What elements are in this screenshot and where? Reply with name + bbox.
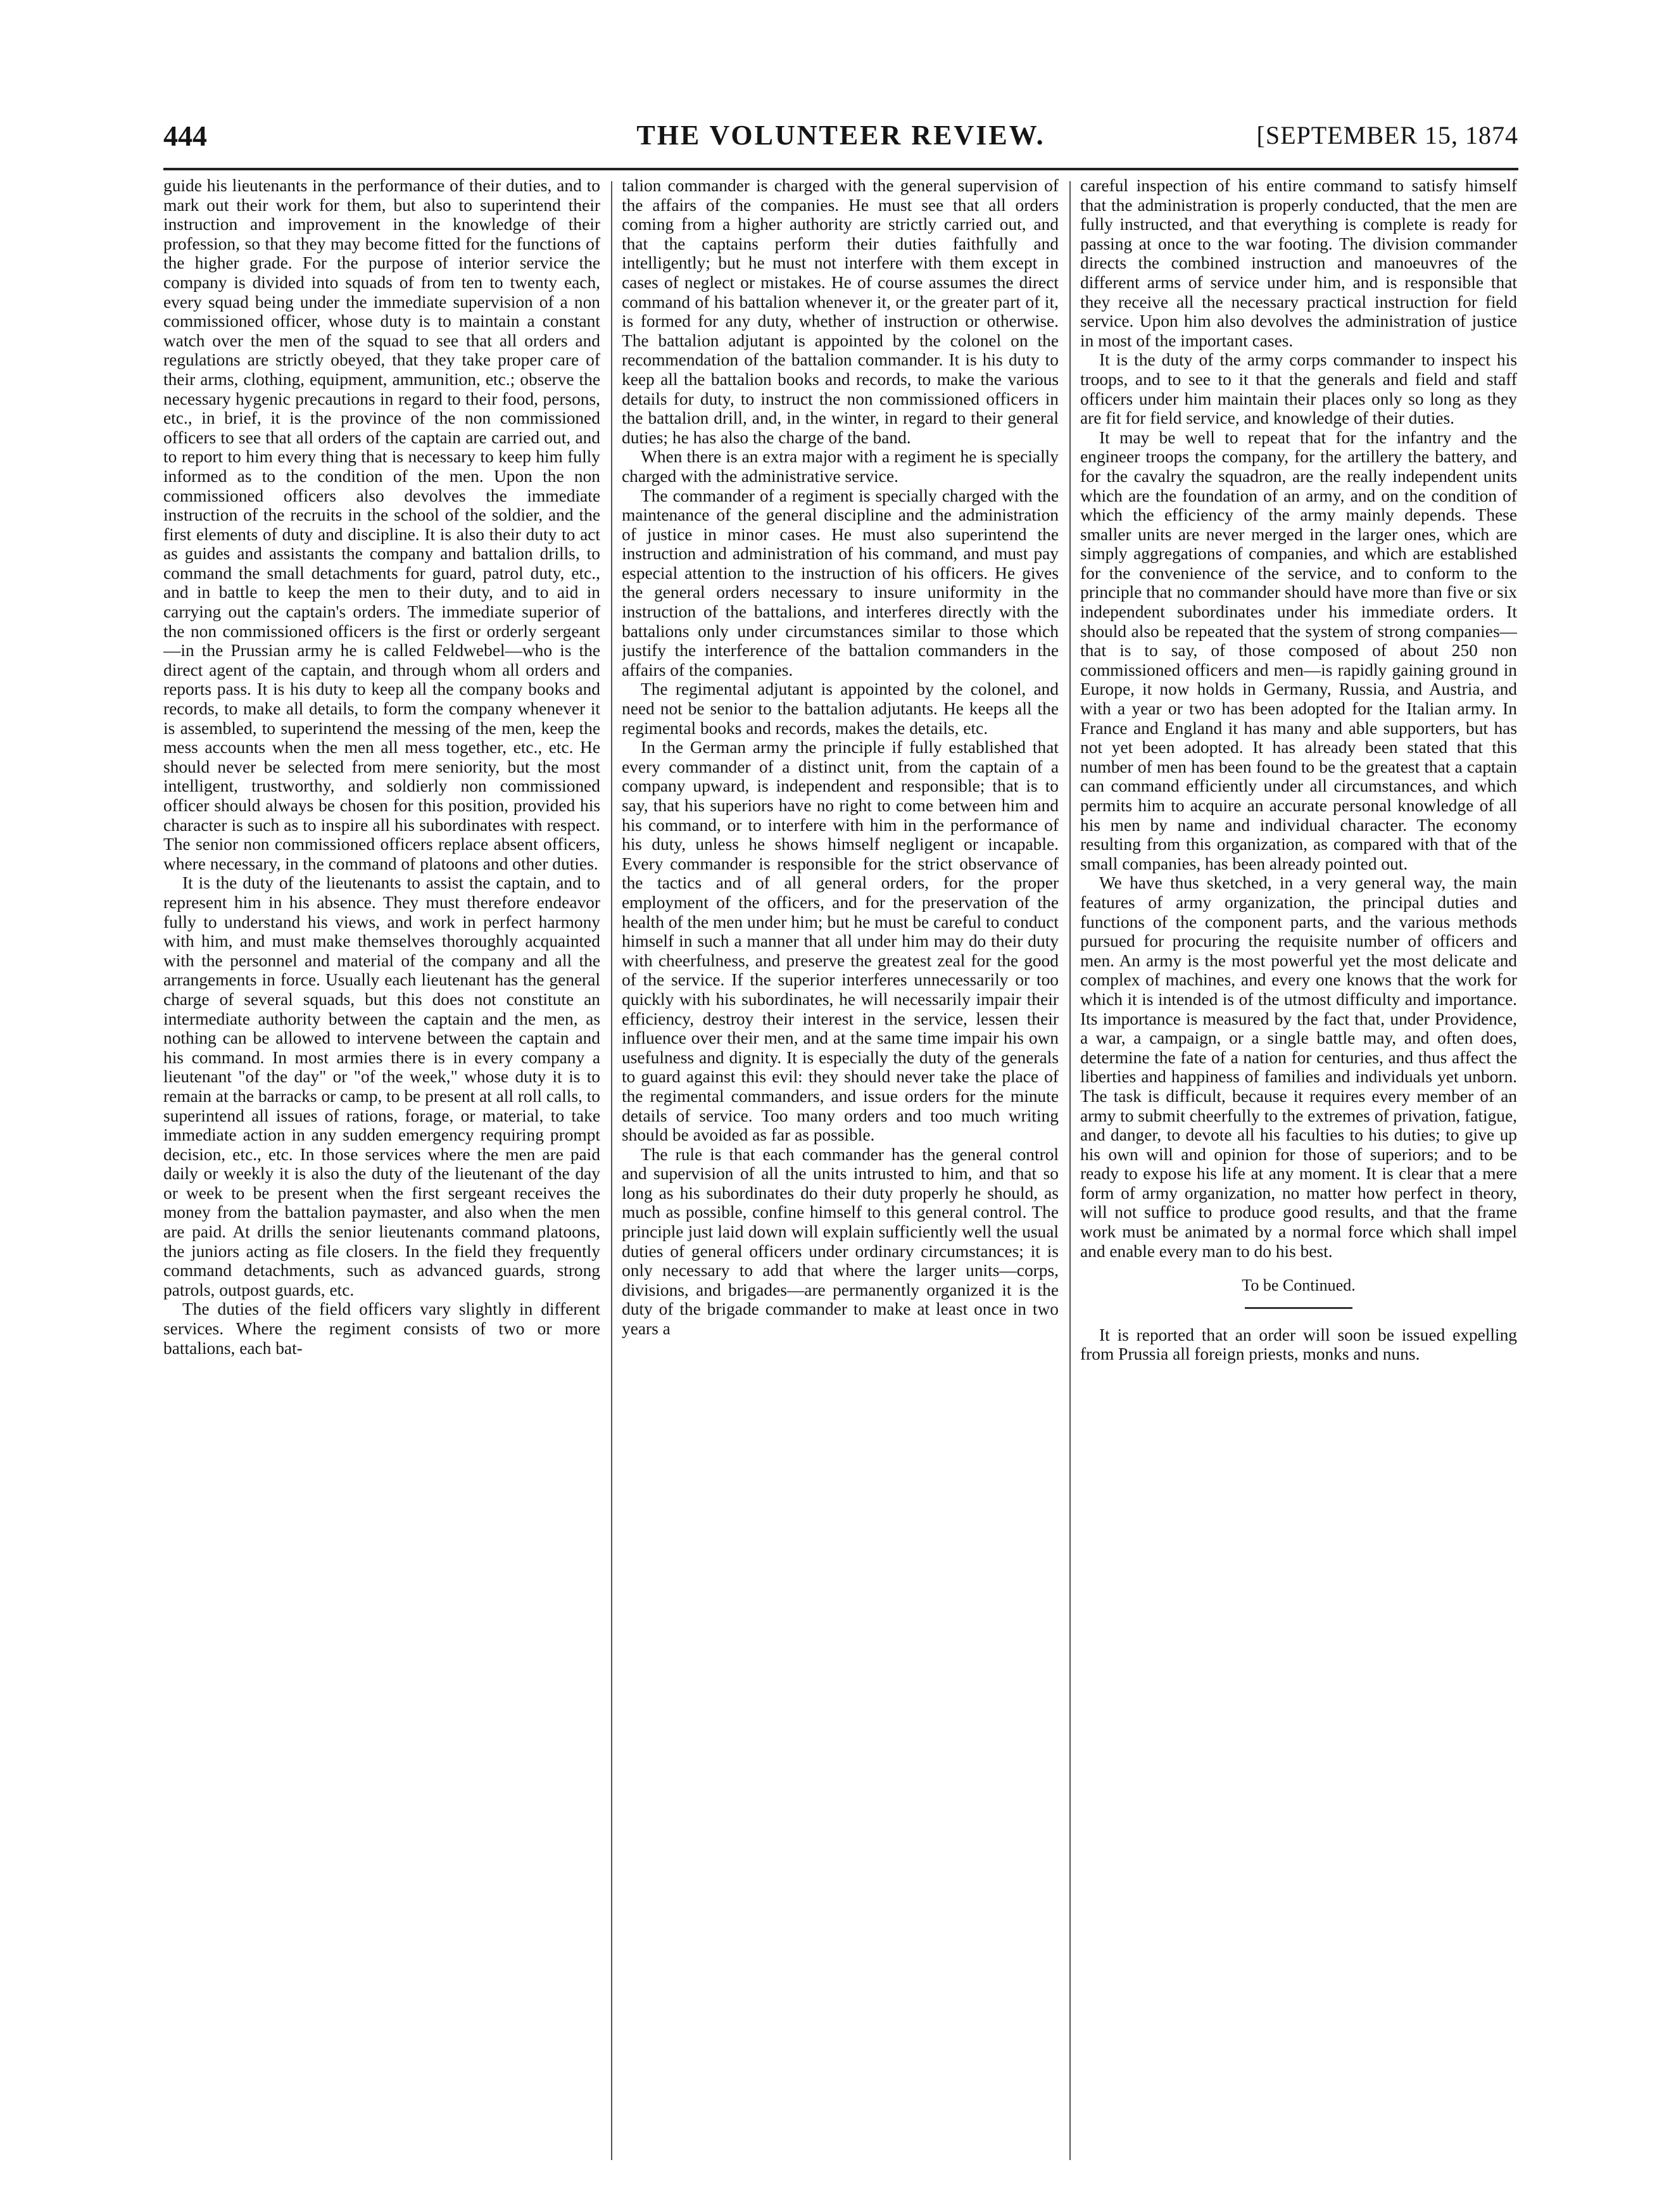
paragraph: It is the duty of the lieutenants to assist the captain, and to represent him in his absence. They must therefore endeavor fully to understand his views, and work in perfect harmony with him, and must make themselves thoroughly acquainted with the personnel and material of the company and all the arrangements in force. Usually each lieutenant has the general charge of several squads, but this does not constitute an intermediate authority between the captain and the men, as nothing can be allowed to intervene between the captain and his command. In most armies there is in every company a lieutenant "of the day" or "of the week," whose duty it is to remain at the barracks or camp, to be present at all roll calls, to superintend all issues of rations, forage, or material, to take immediate action in any sudden emergency requiring prompt decision, etc., etc. In those services where the men are paid daily or weekly it is also the duty of the lieutenant of the day or week to be present when the first sergeant receives the money from the battalion paymaster, and also when the men are paid. At drills the senior lieutenants command platoons, the juniors acting as file closers. In the field they frequently command detachments, such as advanced guards, strong patrols, outpost guards, etc.	[163, 873, 600, 1299]
paragraph: The regimental adjutant is appointed by the colonel, and need not be senior to the battalion adjutants. He keeps all the regimental books and records, makes the details, etc.	[622, 679, 1059, 738]
paragraph: The commander of a regiment is specially charged with the maintenance of the general discipline and the administration of justice in minor cases. He must also superintend the instruction and administration of his command, and must pay especial attention to the instruction of his officers. He gives the general orders necessary to insure uniformity in the instruction of the battalions, and interferes directly with the battalions only under circumstances similar to those which justify the interference of the battalion commanders in the affairs of the companies.	[622, 486, 1059, 679]
paragraph: We have thus sketched, in a very general way, the main features of army organization, the principal duties and functions of the component parts, and the various methods pursued for procuring the requisite number of officers and men. An army is the most powerful yet the most delicate and complex of machines, and every one knows that the work for which it is intended is of the utmost difficulty and importance. Its importance is measured by the fact that, under Providence, a war, a campaign, or a single battle may, and often does, determine the fate of a nation for centuries, and thus affect the liberties and happiness of families and individuals yet unborn. The task is difficult, because it requires every member of an army to submit cheerfully to the extremes of privation, fatigue, and danger, to devote all his faculties to his duties; to give up his own will and opinion for those of superiors; and to be ready to expose his life at any moment. It is clear that a mere form of army organization, no matter how perfect in theory, will not suffice to produce good results, and that the frame work must be animated by a normal force which shall impel and enable every man to do his best.	[1080, 873, 1517, 1261]
paragraph: guide his lieutenants in the performance of their duties, and to mark out their work for them, but also to superintend their instruction and improvement in the knowledge of their profession, so that they may become fitted for the functions of the higher grade. For the purpose of interior service the company is divided into squads of from ten to twenty each, every squad being under the immediate supervision of a non commissioned officer, whose duty is to maintain a constant watch over the men of the squad to see that all orders and regulations are strictly obeyed, that they take proper care of their arms, clothing, equipment, ammunition, etc.; observe the necessary hygenic precautions in regard to their food, persons, etc., in brief, it is the province of the non commissioned officers to see that all orders of the captain are carried out, and to report to him every thing that is necessary to keep him fully informed as to the condition of the men. Upon the non commissioned officers also devolves the immediate instruction of the recruits in the school of the soldier, and the first elements of duty and discipline. It is also their duty to act as guides and assistants the company and battalion drills, to command the small detachments for guard, patrol duty, etc., and in battle to keep the men to their duty, and to aid in carrying out the captain's orders. The immediate superior of the non commissioned officers is the first or orderly sergeant—in the Prussian army he is called Feldwebel—who is the direct agent of the captain, and through whom all orders and reports pass. It is his duty to keep all the company books and records, to make all details, to form the company whenever it is assembled, to superintend the messing of the men, keep the mess accounts when the men all mess together, etc., etc. He should never be selected from mere seniority, but the most intelligent, trustworthy, and soldierly non commissioned officer should always be chosen for this position, provided his character is such as to inspire all his subordinates with respect. The senior non commissioned officers replace absent officers, where necessary, in the command of platoons and other duties.	[163, 176, 600, 873]
paragraph: It may be well to repeat that for the infantry and the engineer troops the company, for the artillery the battery, and for the cavalry the squadron, are the really independent units which are the foundation of an army, and on the condition of which the efficiency of the army mainly depends. These smaller units are never merged in the larger ones, which are simply aggregations of companies, and which are established for the convenience of the service, and to conform to the principle that no commander should have more than five or six independent subordinates under his immediate orders. It should also be repeated that the system of strong companies—that is to say, of those composed of about 250 non commissioned officers and men—is rapidly gaining ground in Europe, it now holds in Germany, Russia, and Austria, and with a year or two has been adopted for the Italian army. In France and England it has many and able supporters, but has not yet been adopted. It has already been stated that this number of men has been found to be the greatest that a captain can command efficiently under all circumstances, and which permits him to acquire an accurate personal knowledge of all his men by name and individual character. The economy resulting from this organization, as compared with that of the small companies, has been already pointed out.	[1080, 427, 1517, 873]
paragraph: When there is an extra major with a regiment he is specially charged with the administrative service.	[622, 447, 1059, 486]
section-divider	[1245, 1307, 1352, 1309]
paragraph: In the German army the principle if fully established that every commander of a distinct unit, from the captain of a company upward, is independent and responsible; that is to say, that his superiors have no right to come between him and his command, or to interfere with him in the performance of his duty, unless he shows himself negligent or incapable. Every commander is responsible for the strict observance of the tactics and of all general orders, for the proper employment of the officers, and for the preservation of the health of the men under him; but he must be careful to conduct himself in such a manner that all under him may do their duty with cheerfulness, and preserve the greatest zeal for the good of the service. If the superior interferes unnecessarily or too quickly with his subordinates, he will necessarily impair their efficiency, destroy their interest in the service, lessen their influence over their men, and at the same time impair his own usefulness and dignity. It is especially the duty of the generals to guard against this evil: they should never take the place of the regimental commanders, and issue orders for the minute details of service. Too many orders and too much writing should be avoided as far as possible.	[622, 738, 1059, 1145]
paragraph: The duties of the field officers vary slightly in different services. Where the regiment consists of two or more battalions, each bat-	[163, 1299, 600, 1358]
paragraph: careful inspection of his entire command to satisfy himself that the administration is properly conducted, that the men are fully instructed, and that everything is complete is ready for passing at once to the war footing. The division commander directs the combined instruction and manoeuvres of the different arms of service under him, and is responsible that they receive all the necessary practical instruction for field service. Upon him also devolves the administration of justice in most of the important cases.	[1080, 176, 1517, 350]
to-be-continued: To be Continued.	[1242, 1276, 1356, 1295]
page-number: 444	[163, 120, 207, 152]
column-divider	[1069, 181, 1071, 2160]
issue-date: [SEPTEMBER 15, 1874	[1256, 121, 1518, 149]
column-1	[163, 176, 600, 2165]
column-divider	[611, 181, 612, 2160]
article-body	[163, 176, 1518, 2165]
news-item: It is reported that an order will soon be issued expelling from Prussia all foreign priests, monks and nuns.	[1080, 1325, 1517, 1364]
paragraph: It is the duty of the army corps commander to inspect his troops, and to see to it that the generals and field and staff officers under him maintain their places only so long as they are fit for field service, and knowledge of their duties.	[1080, 350, 1517, 428]
column-2	[622, 176, 1059, 2165]
column-3	[1080, 176, 1517, 2165]
journal-title: THE VOLUNTEER REVIEW.	[636, 120, 1045, 151]
paragraph: talion commander is charged with the general supervision of the affairs of the companies. He must see that all orders coming from a higher authority are strictly carried out, and that the captains perform their duties faithfully and intelligently; but he must not interfere with them except in cases of neglect or mistakes. He of course assumes the direct command of his battalion whenever it, or the greater part of it, is formed for any duty, whether of instruction or otherwise. The battalion adjutant is appointed by the colonel on the recommendation of the battalion commander. It is his duty to keep all the battalion books and records, to make the various details for duty, to instruct the non commissioned officers in the battalion drill, and, in the winter, in regard to their general duties; he has also the charge of the band.	[622, 176, 1059, 447]
header-rule	[163, 168, 1518, 170]
paragraph: The rule is that each commander has the general control and supervision of all the units intrusted to him, and that so long as his subordinates do their duty properly he should, as much as possible, confine himself to this general control. The principle just laid down will explain sufficiently well the usual duties of general officers under ordinary circumstances; it is only necessary to add that where the larger units—corps, divisions, and brigades—are permanently organized it is the duty of the brigade commander to make at least once in two years a	[622, 1144, 1059, 1339]
page-header	[163, 101, 1518, 165]
